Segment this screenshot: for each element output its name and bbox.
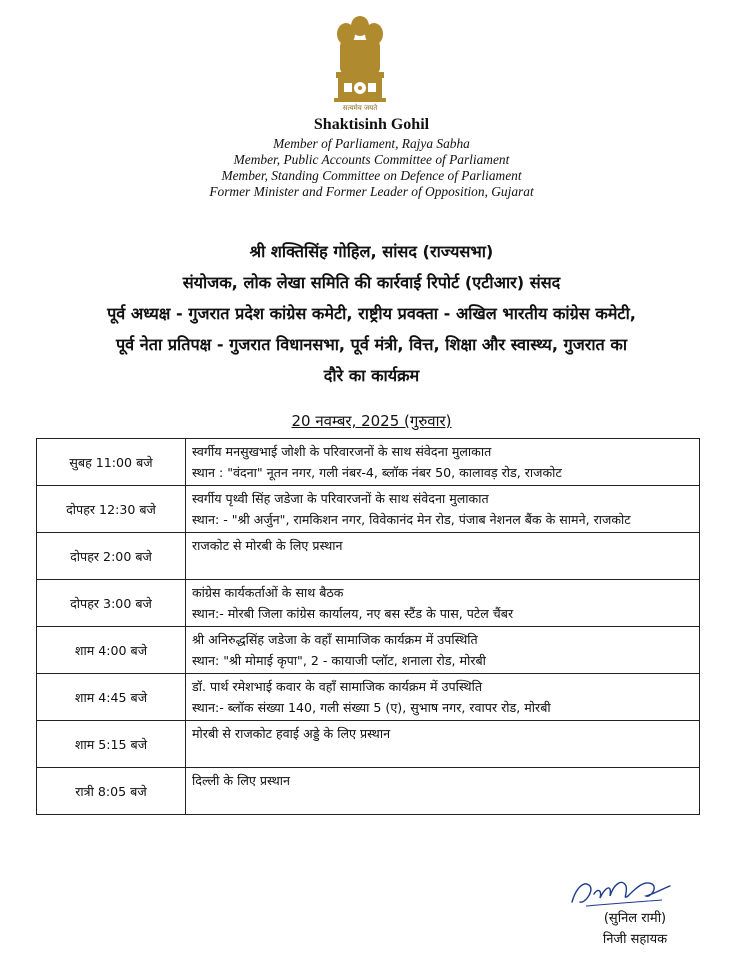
- schedule-time: दोपहर 12:30 बजे: [37, 486, 186, 533]
- schedule-detail-line: स्थान:- मोरबी जिला कांग्रेस कार्यालय, नए बस स्टैंड के पास, पटेल चैंबर: [192, 606, 514, 621]
- schedule-time: शाम 4:45 बजे: [37, 674, 186, 721]
- schedule-detail-line: [192, 556, 693, 577]
- schedule-detail-line: स्थान: - "श्री अर्जुन", रामकिशन नगर, विवेकानंद मेन रोड, पंजाब नेशनल बैंक के सामने, राजकोट: [192, 512, 631, 527]
- schedule-detail-line: डॉ. पार्थ रमेशभाई कवार के वहाँ सामाजिक कार्यक्रम में उपस्थिति: [192, 679, 483, 694]
- schedule-detail-line: श्री अनिरुद्धसिंह जडेजा के वहाँ सामाजिक कार्यक्रम में उपस्थिति: [192, 632, 478, 647]
- table-row: [37, 439, 700, 486]
- schedule-detail: [186, 580, 700, 627]
- schedule-detail: [186, 768, 700, 815]
- schedule-detail-line: [192, 744, 693, 765]
- table-row: [37, 486, 700, 533]
- schedule-detail-line: स्थान: "श्री मोमाई कृपा", 2 - कायाजी प्लॉट, शनाला रोड, मोरबी: [192, 653, 486, 668]
- schedule-detail-line: दिल्ली के लिए प्रस्थान: [192, 773, 290, 788]
- signatory-designation: निजी सहायक: [602, 932, 668, 947]
- schedule-time: दोपहर 3:00 बजे: [37, 580, 186, 627]
- schedule-detail-line: कांग्रेस कार्यकर्ताओं के साथ बैठक: [192, 585, 344, 600]
- letterhead-name: Shaktisinh Gohil: [313, 116, 430, 133]
- signature-block: [560, 908, 710, 950]
- table-row: [37, 580, 700, 627]
- schedule-detail: [186, 721, 700, 768]
- letterhead-line: Member of Parliament, Rajya Sabha: [273, 136, 470, 151]
- schedule-detail-line: स्थान:- ब्लॉक संख्या 140, गली संख्या 5 (ए), सुभाष नगर, रवापर रोड, मोरबी: [192, 700, 551, 715]
- schedule-detail: [186, 439, 700, 486]
- schedule-time: शाम 5:15 बजे: [37, 721, 186, 768]
- schedule-time: शाम 4:00 बजे: [37, 627, 186, 674]
- schedule-detail: [186, 674, 700, 721]
- schedule-detail-line: स्वर्गीय पृथ्वी सिंह जडेजा के परिवारजनों के साथ संवेदना मुलाकात: [192, 491, 489, 506]
- schedule-detail-line: [192, 791, 693, 812]
- table-row: [37, 674, 700, 721]
- schedule-detail: [186, 533, 700, 580]
- schedule-detail-line: स्वर्गीय मनसुखभाई जोशी के परिवारजनों के साथ संवेदना मुलाकात: [192, 444, 492, 459]
- heading-line: संयोजक, लोक लेखा समिति की कार्रवाई रिपोर्ट (एटीआर) संसद: [182, 273, 561, 292]
- heading-line: पूर्व नेता प्रतिपक्ष - गुजरात विधानसभा, पूर्व मंत्री, वित्त, शिक्षा और स्वास्थ्य, गुजरात का: [115, 335, 628, 354]
- schedule-detail-line: स्थान : "वंदना" नूतन नगर, गली नंबर-4, ब्लॉक नंबर 50, कालावड़ रोड, राजकोट: [192, 465, 562, 480]
- letterhead-line: Member, Standing Committee on Defence of Parliament: [221, 168, 522, 183]
- schedule-detail-line: मोरबी से राजकोट हवाई अड्डे के लिए प्रस्थान: [192, 726, 391, 741]
- table-row: [37, 768, 700, 815]
- schedule-time: दोपहर 2:00 बजे: [37, 533, 186, 580]
- letterhead-line: Former Minister and Former Leader of Opposition, Gujarat: [209, 184, 534, 199]
- schedule-date: 20 नवम्बर, 2025 (गुरुवार): [291, 412, 452, 430]
- document-heading: [14, 236, 729, 391]
- emblem-motto: सत्यमेव जयते: [342, 104, 378, 112]
- letterhead-line: Member, Public Accounts Committee of Parliament: [233, 152, 510, 167]
- signatory-name: (सुनिल रामी): [603, 911, 667, 926]
- table-row: [37, 627, 700, 674]
- heading-line: दौरे का कार्यक्रम: [323, 366, 420, 385]
- table-row: [37, 533, 700, 580]
- letterhead: [0, 116, 743, 200]
- schedule-detail: [186, 486, 700, 533]
- schedule-detail-line: राजकोट से मोरबी के लिए प्रस्थान: [192, 538, 343, 553]
- schedule-time: रात्री 8:05 बजे: [37, 768, 186, 815]
- schedule-time: सुबह 11:00 बजे: [37, 439, 186, 486]
- schedule-table: [36, 438, 700, 815]
- table-row: [37, 721, 700, 768]
- heading-line: श्री शक्तिसिंह गोहिल, सांसद (राज्यसभा): [249, 242, 494, 261]
- signature-icon: [566, 868, 676, 912]
- schedule-detail: [186, 627, 700, 674]
- heading-line: पूर्व अध्यक्ष - गुजरात प्रदेश कांग्रेस कमेटी, राष्ट्रीय प्रवक्ता - अखिल भारतीय कांग्रेस कमेटी,: [107, 304, 636, 323]
